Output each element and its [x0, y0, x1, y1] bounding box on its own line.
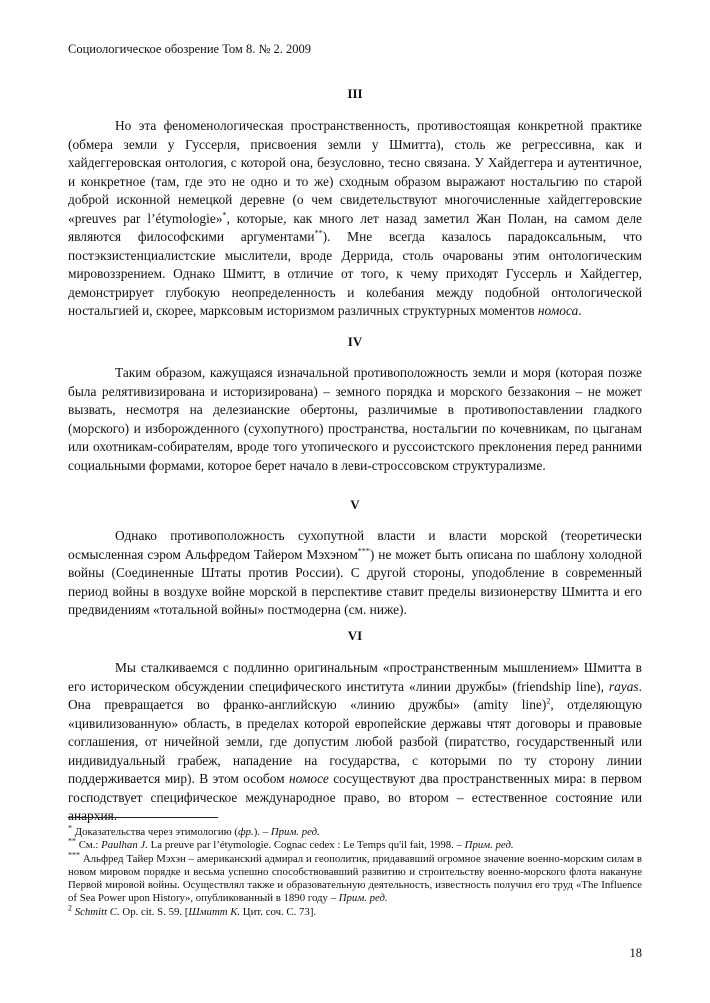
text-run: , отделяющую «цивилизованную» область, в пределах которой европейские державы чтят договоры и правовые соглашения, от ничейной земли, где допустим любой разбой (пиратство, государственный или индивидуальный грабеж, нападение на государства, с которыми по ту сторону линии поддерживается мир). В этом особом — [68, 697, 642, 786]
italic-text: номосе — [289, 771, 329, 786]
text-run: См.: — [76, 839, 102, 852]
italic-text: Прим. ред. — [270, 826, 320, 838]
section-heading-iv: IV — [347, 334, 363, 349]
paragraph-section-v — [68, 527, 642, 620]
footnote-marker: *** — [68, 850, 80, 859]
section-heading-iii: III — [347, 86, 363, 101]
text-run: Цит. соч. С. 73]. — [240, 905, 317, 918]
italic-text: номоса — [537, 303, 579, 318]
footnote-marker: ** — [314, 228, 323, 238]
paragraph-section-iii — [68, 117, 642, 321]
paragraph-section-iv — [68, 364, 642, 475]
text-run: Но эта феноменологическая пространственность, противостоящая конкретной практике (обмера земли у Гуссерля, присвоения земли у Шмитта), столь же регрессивна, как и хайдеггеровская онтология, с которой она, безусловно, тесно связана. У Хайдеггера и аутентичное, и конкретное (там, где это не одно и то же) сходным образом выражают ностальгию по старой доброй исконной немецкой деревне (о чем свидетельствуют многочисленные хайдеггеровские «preuves par l’étymologie» — [68, 118, 642, 226]
text-run: Op. cit. S. 59. [ — [119, 905, 189, 918]
text-run: сосуществуют два пространственных мира: в первом господствует специфическое международное право, во втором – естественное состояние или анархия. — [68, 771, 642, 823]
text-run: Однако противоположность сухопутной власти и власти морской (теоретически осмысленная сэром Альфредом Тайером Мэхэном — [68, 528, 642, 562]
footnotes — [68, 823, 642, 919]
text-run: ) не может быть описана по шаблону холодной войны (Соединенные Штаты против России). С другой стороны, уподобление в современный период войны в воздухе войне морской в перспективе ставит пределы визионерству Шмитта и его предвидениям «тотальной войны» постмодерна (см. ниже). — [68, 546, 642, 617]
italic-text: Schmitt C. — [74, 905, 120, 918]
footnote-2 — [68, 836, 642, 852]
text-run: ). – — [253, 826, 271, 838]
footnote-3 — [68, 850, 642, 906]
footnote-marker: * — [222, 210, 227, 220]
section-heading-v: V — [350, 497, 360, 512]
footnote-1 — [68, 823, 642, 839]
footnote-marker: * — [68, 823, 72, 833]
paragraph-section-vi — [68, 659, 642, 826]
footnote-marker: *** — [357, 546, 370, 556]
footnote-4 — [68, 903, 642, 919]
text-run: La preuve par l’étymologie. Cognac cedex : Le Temps qu'il fait, 1998. – — [147, 839, 465, 852]
text-run: Доказательства через этимологию ( — [72, 826, 238, 838]
page-number: 18 — [629, 946, 642, 960]
footnote-marker: 2 — [546, 696, 551, 706]
italic-text: Прим. ред. — [338, 892, 388, 905]
footnote-divider — [68, 817, 218, 818]
text-run: Альфред Тайер Мэхэн – американский адмирал и геополитик, придававший огромное значение военно-морским силам в новом мировом порядке и весьма успешно способствовавший развитию и строительству военно-морского флота накануне Первой мировой войны. Осуществлял также и образовательную деятельность, известность получил его труд «The Influence of Sea Power upon History», опубликованный в 1890 году – — [68, 852, 642, 905]
footnote-marker: ** — [68, 836, 76, 846]
section-heading-vi: VI — [347, 628, 363, 643]
text-run: Таким образом, кажущаяся изначальной противоположность земли и моря (которая позже была релятивизирована и историзирована) – земного порядка и морского беззакония – не может вызвать, несмотря на делезианские обертоны, различимые в противопоставлении гладкого (морского) и изборожденного (сухопутного) пространства, ностальгии по кочевникам, по цыганам или охотникам-собирателям, вроде того утопического и руссоистского преклонения перед ранними социальными формами, которое берет начало в леви-строссовском структурализме. — [68, 365, 642, 473]
italic-text: Прим. ред. — [464, 839, 514, 852]
running-header: Социологическое обозрение Том 8. № 2. 2009 — [68, 42, 312, 56]
text-run: ). Мне всегда казалось парадоксальным, что постэкзистенциалистские мыслители, вроде Деррида, столь очарованы этим онтологическим мировоззрением. Однако Шмитт, в отличие от того, к чему приходят Гуссерль и Хайдеггер, демонстрирует глубокую неопределенность и колебания между подобной онтологической ностальгией и, скорее, марксовым историзмом различных структурных моментов — [68, 229, 642, 318]
text-run: . Она превращается во франко-английскую «линию дружбы» (amity line) — [68, 678, 642, 712]
italic-text: фр. — [237, 826, 254, 838]
italic-text: Шмитт К. — [188, 905, 241, 918]
text-run: Мы сталкиваемся с подлинно оригинальным «пространственным мышлением» Шмитта в его историческом обсуждении специфического института «линии дружбы» (friendship line), — [68, 660, 642, 694]
text-run: , которые, как много лет назад заметил Жан Полан, на самом деле являются философскими аргументами — [68, 210, 642, 244]
text-run: . — [578, 303, 582, 318]
italic-text: Paulhan J. — [101, 839, 148, 852]
italic-text: rayas — [608, 678, 639, 694]
footnote-marker: 2 — [68, 903, 72, 913]
